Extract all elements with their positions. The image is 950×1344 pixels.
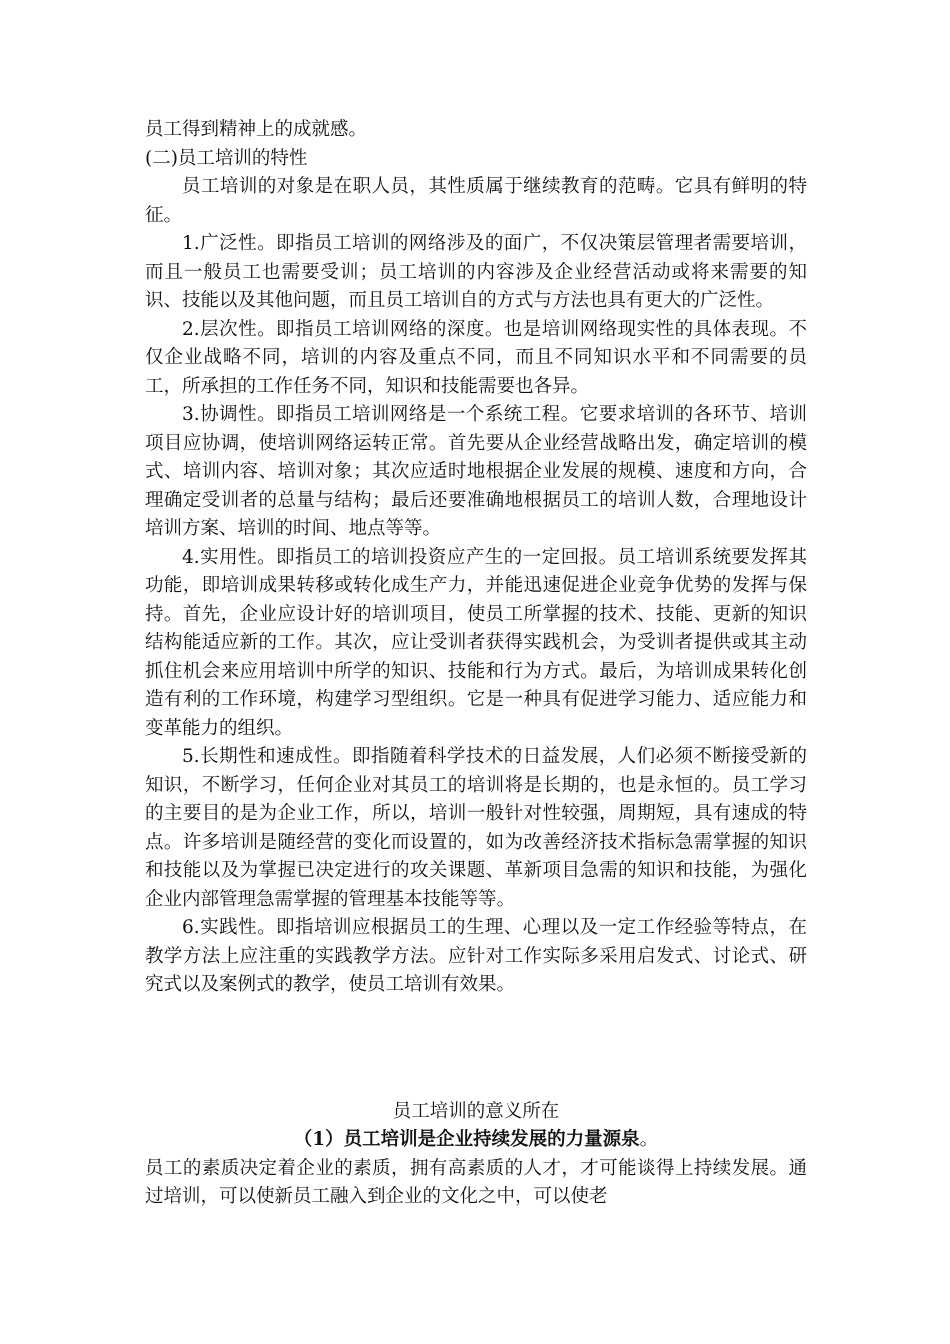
feature-item-practicality: 4.实用性。即指员工的培训投资应产生的一定回报。员工培训系统要发挥其功能，即培训成果转移或转化成生产力，并能迅速促进企业竞争优势的发挥与保持。首先，企业应设计好的培训项目，使员工所掌握的技术、技能、更新的知识结构能适应新的工作。其次，应让受训者获得实践机会，为受训者提供或其主动抓住机会来应用培训中所学的知识、技能和行为方式。最后，为培训成果转化创造有利的工作环境，构建学习型组织。它是一种具有促进学习能力、适应能力和变革能力的组织。 [145,546,807,739]
section-heading: (二)员工培训的特性 [145,147,308,169]
subheading-punctuation: 。 [639,1129,659,1150]
paragraph-continuation: 员工得到精神上的成就感。 [145,119,368,140]
intro-paragraph: 员工培训的对象是在职人员，其性质属于继续教育的范畴。它具有鲜明的特征。 [145,176,807,226]
closing-paragraph: 员工的素质决定着企业的素质，拥有高素质的人才，才可能谈得上持续发展。通过培训，可以使新员工融入到企业的文化之中，可以使老 [145,1157,807,1207]
feature-item-coordination: 3.协调性。即指员工培训网络是一个系统工程。它要求培训的各环节、培训项目应协调，使培训网络运转正常。首先要从企业经营战略出发，确定培训的模式、培训内容、培训对象；其次应适时地根据企业发展的规模、速度和方向，合理确定受训者的总量与结构；最后还要准确地根据员工的培训人数，合理地设计培训方案、培训的时间、地点等等。 [145,404,807,539]
subheading [145,1126,807,1155]
feature-item-breadth: 1.广泛性。即指员工培训的网络涉及的面广，不仅决策层管理者需要培训，而且一般员工也需要受训；员工培训的内容涉及企业经营活动或将来需要的知识、技能以及其他问题，而且员工培训自的方式与方法也具有更大的广泛性。 [145,233,807,311]
feature-item-long-term: 5.长期性和速成性。即指随着科学技术的日益发展，人们必须不断接受新的知识，不断学习，任何企业对其员工的培训将是长期的，也是永恒的。员工学习的主要目的是为企业工作，所以，培训一般针对性较强，周期短，具有速成的特点。许多培训是随经营的变化而设置的，如为改善经济技术指标急需掌握的知识和技能以及为掌握已决定进行的攻关课题、革新项目急需的知识和技能，为强化企业内部管理急需掌握的管理基本技能等等。 [145,746,807,910]
feature-item-hierarchy: 2.层次性。即指员工培训网络的深度。也是培训网络现实性的具体表现。不仅企业战略不同，培训的内容及重点不同，而且不同知识水平和不同需要的员工，所承担的工作任务不同，知识和技能需要也各异。 [145,318,807,397]
document-page [145,116,807,1212]
feature-item-practice: 6.实践性。即指培训应根据员工的生理、心理以及一定工作经验等特点，在教学方法上应注重的实践教学方法。应针对工作实际多采用启发式、讨论式、研究式以及案例式的教学，使员工培训有效果。 [145,917,807,995]
section-title: 员工培训的意义所在 [392,1100,560,1122]
section-spacer [145,1000,807,1098]
subheading-bold-text: （1）员工培训是企业持续发展的力量源泉 [293,1129,640,1150]
